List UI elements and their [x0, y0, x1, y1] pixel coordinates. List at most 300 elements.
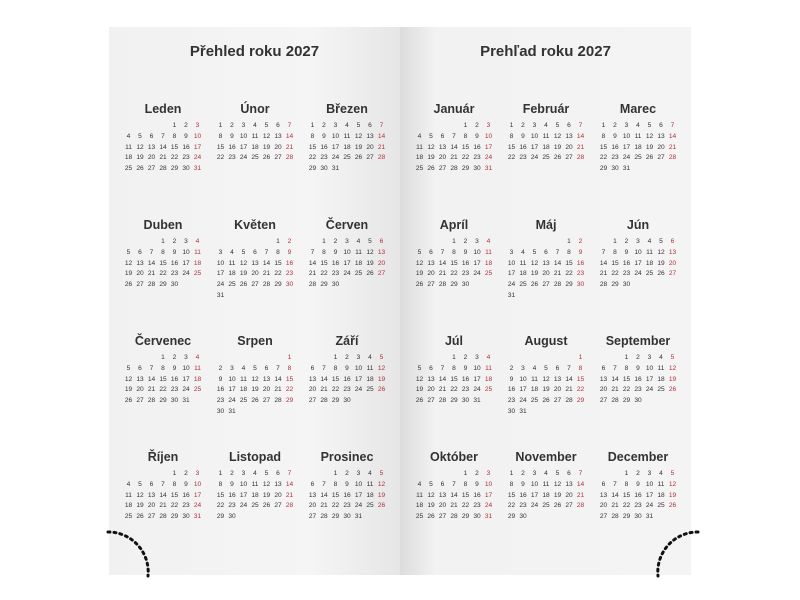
day-cell-sunday: 4 [486, 238, 491, 245]
day-grid [502, 121, 590, 164]
empty-cell [609, 353, 621, 364]
day-grid [303, 469, 391, 523]
day-cell: 26 [366, 270, 374, 278]
day-cell: 2 [624, 238, 629, 245]
day-cell: 5 [555, 122, 560, 129]
day-cell: 21 [450, 154, 458, 162]
day-cell: 5 [647, 122, 652, 129]
day-cell-sunday: 10 [484, 132, 493, 140]
day-cell: 16 [182, 143, 190, 151]
day-cell: 15 [565, 259, 573, 267]
day-cell: 3 [475, 238, 479, 245]
day-cell-sunday: 17 [193, 143, 202, 151]
day-cell: 2 [333, 238, 338, 245]
day-cell: 22 [507, 154, 516, 162]
day-cell: 31 [182, 397, 190, 405]
day-cell: 3 [356, 354, 361, 361]
day-cell: 23 [228, 502, 236, 510]
month-name: Červenec [134, 334, 192, 348]
day-cell: 16 [170, 375, 179, 383]
day-cell: 2 [636, 354, 640, 361]
day-cell: 24 [182, 386, 190, 394]
day-cell: 28 [274, 397, 282, 405]
day-cell: 15 [461, 143, 470, 151]
day-cell: 18 [634, 143, 642, 151]
day-cell: 20 [438, 502, 447, 510]
day-cell: 3 [184, 354, 188, 361]
empty-cell [529, 353, 541, 364]
empty-cell [414, 121, 426, 132]
day-cell: 16 [461, 375, 470, 383]
day-cell: 26 [136, 513, 144, 521]
day-cell: 9 [636, 364, 640, 372]
day-cell: 15 [450, 375, 458, 383]
day-cell: 8 [218, 132, 223, 140]
day-cell: 2 [521, 470, 525, 477]
day-cell: 30 [473, 513, 481, 521]
day-cell: 11 [634, 132, 642, 140]
day-cell: 25 [366, 502, 374, 510]
day-cell-sunday: 24 [193, 502, 202, 510]
day-cell: 28 [599, 281, 608, 289]
day-cell: 5 [241, 248, 246, 256]
day-cell: 9 [172, 364, 177, 372]
day-cell: 15 [308, 143, 317, 151]
month-name: Máj [535, 218, 557, 232]
day-cell-sunday: 13 [377, 248, 386, 256]
day-cell: 19 [366, 259, 374, 267]
day-cell: 27 [274, 154, 282, 162]
day-cell: 3 [647, 470, 652, 477]
day-cell: 10 [343, 248, 351, 256]
month-name: Březen [326, 102, 368, 116]
day-cell: 23 [320, 154, 328, 162]
day-cell: 2 [475, 122, 479, 129]
day-cell: 4 [659, 470, 663, 477]
day-cell: 13 [147, 143, 156, 151]
day-cell: 15 [507, 491, 516, 499]
day-cell: 17 [343, 259, 351, 267]
day-cell: 12 [415, 375, 424, 383]
day-cell: 28 [320, 513, 328, 521]
day-cell: 1 [509, 470, 514, 477]
day-cell-sunday: 14 [285, 480, 294, 488]
day-cell: 9 [475, 132, 479, 140]
month-block [211, 99, 299, 164]
day-cell-sunday: 5 [670, 354, 675, 361]
day-cell: 4 [253, 122, 257, 129]
day-cell-sunday: 14 [668, 132, 677, 140]
day-cell: 6 [253, 248, 257, 256]
day-cell: 22 [331, 502, 340, 510]
day-cell: 7 [161, 480, 165, 488]
day-cell: 18 [251, 143, 259, 151]
day-cell: 9 [184, 132, 188, 140]
day-cell: 17 [182, 259, 190, 267]
day-cell-sunday: 4 [486, 354, 491, 361]
day-cell: 27 [251, 281, 259, 289]
day-cell: 5 [532, 248, 537, 256]
day-cell-sunday: 25 [193, 386, 202, 394]
day-cell: 14 [553, 259, 562, 267]
day-cell: 9 [509, 375, 514, 383]
day-cell: 3 [333, 122, 338, 129]
day-cell: 14 [274, 375, 282, 383]
month-block [410, 331, 498, 407]
day-cell: 24 [473, 386, 481, 394]
day-grid [119, 121, 207, 175]
month-name: Apríl [439, 218, 469, 232]
empty-cell [540, 353, 552, 364]
day-cell: 20 [553, 386, 562, 394]
day-cell: 13 [147, 491, 156, 499]
day-cell: 17 [331, 143, 340, 151]
day-cell: 1 [276, 238, 280, 245]
day-cell: 19 [124, 386, 133, 394]
month-name: Marec [619, 102, 657, 116]
day-cell: 5 [417, 364, 422, 372]
day-cell: 3 [356, 470, 361, 477]
day-cell-sunday: 28 [285, 154, 294, 162]
day-cell: 16 [228, 491, 236, 499]
day-cell: 2 [172, 238, 177, 245]
day-cell-sunday: 18 [193, 259, 202, 267]
month-block [410, 99, 498, 175]
day-cell: 28 [308, 281, 317, 289]
day-cell: 8 [322, 248, 326, 256]
day-cell: 23 [611, 154, 619, 162]
day-cell: 22 [461, 502, 470, 510]
day-cell-sunday: 2 [287, 238, 292, 245]
day-cell: 2 [475, 470, 479, 477]
day-cell-sunday: 2 [578, 238, 583, 245]
day-cell: 4 [253, 470, 257, 477]
day-cell: 25 [415, 513, 424, 521]
day-cell-sunday: 8 [578, 364, 583, 372]
day-cell: 17 [530, 491, 539, 499]
empty-cell [226, 353, 238, 364]
day-cell: 16 [216, 386, 225, 394]
day-cell: 18 [124, 502, 133, 510]
day-cell: 9 [172, 248, 177, 256]
day-cell: 28 [565, 397, 573, 405]
month-block [119, 447, 207, 523]
day-cell: 13 [274, 480, 282, 488]
month-name: Január [433, 102, 475, 116]
day-cell: 24 [645, 502, 654, 510]
day-cell: 4 [544, 470, 548, 477]
day-cell: 11 [416, 143, 423, 151]
day-cell: 16 [461, 259, 470, 267]
day-cell: 30 [461, 281, 470, 289]
empty-cell [437, 237, 449, 248]
day-cell: 5 [264, 122, 269, 129]
day-cell: 20 [427, 270, 435, 278]
day-cell-sunday: 7 [379, 122, 384, 129]
day-cell: 31 [645, 513, 654, 521]
day-grid [594, 121, 682, 175]
day-cell: 13 [308, 491, 317, 499]
empty-cell [157, 469, 169, 480]
day-cell: 1 [509, 122, 514, 129]
day-cell: 2 [636, 470, 640, 477]
day-cell: 22 [622, 502, 631, 510]
day-cell: 24 [507, 281, 516, 289]
day-cell: 11 [125, 143, 132, 151]
day-cell-sunday: 14 [285, 132, 294, 140]
day-cell: 29 [274, 281, 282, 289]
day-cell-sunday: 3 [195, 122, 200, 129]
planner-spread [109, 27, 691, 575]
day-cell: 21 [308, 270, 317, 278]
day-cell: 30 [320, 165, 328, 173]
month-block [502, 215, 590, 302]
empty-cell [414, 353, 426, 364]
day-cell: 6 [659, 122, 663, 129]
empty-cell [123, 237, 135, 248]
day-cell-sunday: 5 [379, 470, 384, 477]
day-cell: 14 [320, 375, 328, 383]
empty-cell [425, 121, 437, 132]
day-cell: 30 [622, 281, 631, 289]
page-title: Prehľad roku 2027 [480, 43, 611, 60]
day-cell: 8 [509, 132, 514, 140]
day-cell: 21 [553, 270, 562, 278]
empty-cell [261, 237, 273, 248]
day-cell: 14 [147, 259, 156, 267]
empty-cell [307, 353, 319, 364]
day-cell: 23 [507, 397, 516, 405]
day-cell-sunday: 18 [193, 375, 202, 383]
day-cell-sunday: 3 [486, 122, 491, 129]
day-cell: 4 [356, 238, 361, 245]
month-name: November [515, 450, 577, 464]
day-grid [303, 237, 391, 291]
day-cell: 1 [333, 470, 338, 477]
day-cell: 6 [567, 470, 571, 477]
day-cell: 27 [599, 397, 608, 405]
day-cell: 15 [320, 259, 328, 267]
day-cell: 16 [519, 143, 527, 151]
empty-cell [249, 237, 261, 248]
day-cell: 28 [553, 281, 562, 289]
day-cell: 25 [657, 386, 665, 394]
day-cell: 6 [310, 364, 315, 372]
day-cell: 15 [622, 375, 631, 383]
day-cell: 4 [647, 238, 652, 245]
day-cell: 14 [450, 143, 458, 151]
month-block [594, 99, 682, 175]
day-cell: 13 [251, 259, 259, 267]
day-cell: 16 [519, 491, 527, 499]
empty-cell [123, 121, 135, 132]
day-cell: 23 [170, 386, 179, 394]
month-name: Únor [240, 102, 270, 116]
day-cell: 2 [184, 122, 188, 129]
day-cell: 7 [149, 364, 154, 372]
day-cell: 16 [182, 491, 190, 499]
day-cell: 29 [216, 513, 225, 521]
empty-cell [563, 353, 575, 364]
day-cell: 24 [239, 154, 248, 162]
day-cell: 19 [553, 143, 562, 151]
day-cell-sunday: 19 [668, 375, 677, 383]
day-cell: 15 [170, 491, 179, 499]
day-cell: 2 [230, 122, 234, 129]
day-cell: 10 [507, 259, 516, 267]
day-cell: 23 [182, 154, 190, 162]
day-cell: 29 [159, 281, 167, 289]
day-cell: 19 [251, 386, 259, 394]
month-name: Jún [626, 218, 650, 232]
day-cell: 4 [544, 122, 548, 129]
day-cell: 3 [475, 354, 479, 361]
day-cell: 12 [366, 248, 374, 256]
day-cell: 25 [124, 165, 133, 173]
day-cell: 16 [507, 386, 516, 394]
day-cell: 12 [262, 480, 271, 488]
day-cell-sunday: 10 [193, 480, 202, 488]
day-cell: 28 [159, 513, 167, 521]
day-cell: 3 [532, 122, 537, 129]
day-cell: 17 [239, 491, 248, 499]
day-cell: 26 [427, 165, 435, 173]
day-cell: 2 [521, 122, 525, 129]
day-cell-sunday: 10 [193, 132, 202, 140]
day-cell: 29 [170, 513, 179, 521]
day-cell: 19 [239, 270, 248, 278]
day-cell: 23 [182, 502, 190, 510]
day-cell: 19 [427, 154, 435, 162]
day-cell: 21 [159, 154, 167, 162]
empty-cell [226, 237, 238, 248]
day-cell: 2 [230, 470, 234, 477]
day-cell: 9 [345, 480, 349, 488]
day-cell: 17 [228, 386, 236, 394]
day-cell: 19 [530, 270, 539, 278]
day-cell-sunday: 30 [576, 281, 585, 289]
empty-cell [552, 353, 564, 364]
day-grid [303, 353, 391, 407]
day-cell: 27 [366, 154, 374, 162]
day-cell: 19 [262, 491, 271, 499]
day-cell: 18 [251, 491, 259, 499]
day-cell: 28 [611, 397, 619, 405]
day-cell-sunday: 12 [668, 480, 677, 488]
day-cell-sunday: 15 [576, 375, 585, 383]
day-cell: 29 [450, 397, 458, 405]
day-cell: 24 [331, 154, 340, 162]
day-cell: 1 [463, 122, 468, 129]
day-cell: 21 [320, 386, 328, 394]
day-cell: 20 [147, 154, 156, 162]
day-cell: 8 [161, 364, 165, 372]
day-cell: 18 [366, 375, 374, 383]
day-cell: 25 [251, 154, 259, 162]
day-cell: 31 [507, 291, 516, 299]
empty-cell [249, 353, 261, 364]
day-cell: 17 [473, 375, 481, 383]
day-cell: 2 [218, 364, 223, 372]
day-cell: 10 [331, 132, 340, 140]
day-cell: 22 [611, 270, 619, 278]
day-cell: 31 [473, 397, 481, 405]
day-cell: 31 [216, 291, 225, 299]
day-cell: 27 [542, 281, 550, 289]
empty-cell [425, 237, 437, 248]
day-cell: 26 [530, 281, 539, 289]
day-cell: 17 [354, 491, 363, 499]
day-cell: 27 [147, 513, 156, 521]
day-cell: 1 [161, 238, 165, 245]
day-cell: 5 [429, 480, 433, 488]
day-cell: 18 [542, 491, 550, 499]
day-cell: 12 [239, 259, 248, 267]
day-cell: 25 [542, 502, 550, 510]
day-cell: 9 [463, 248, 468, 256]
day-cell-sunday: 31 [484, 165, 493, 173]
day-cell: 27 [274, 502, 282, 510]
day-cell: 6 [429, 364, 433, 372]
day-cell: 20 [274, 143, 282, 151]
day-cell: 13 [262, 375, 271, 383]
day-cell-sunday: 8 [287, 364, 292, 372]
day-cell: 4 [241, 364, 246, 372]
day-cell: 22 [308, 154, 317, 162]
day-cell: 30 [343, 513, 351, 521]
day-cell: 19 [415, 270, 424, 278]
day-cell: 7 [276, 364, 280, 372]
day-cell: 25 [228, 281, 236, 289]
day-cell-sunday: 4 [195, 354, 200, 361]
empty-cell [146, 121, 158, 132]
day-cell: 6 [149, 132, 154, 140]
day-cell: 17 [182, 375, 190, 383]
empty-cell [552, 237, 564, 248]
day-cell: 27 [553, 397, 562, 405]
day-cell: 17 [645, 491, 654, 499]
day-cell-sunday: 28 [668, 154, 677, 162]
day-cell: 3 [345, 238, 349, 245]
month-block [594, 215, 682, 291]
day-cell: 4 [417, 480, 422, 488]
day-cell: 4 [126, 132, 131, 140]
day-cell: 10 [622, 132, 631, 140]
day-cell: 23 [519, 154, 527, 162]
day-cell: 19 [354, 143, 363, 151]
day-cell: 18 [657, 375, 665, 383]
day-cell: 18 [657, 491, 665, 499]
day-cell: 20 [366, 143, 374, 151]
day-cell: 13 [553, 375, 562, 383]
month-name: Leden [144, 102, 182, 116]
day-cell: 10 [519, 375, 527, 383]
month-name: Február [522, 102, 570, 116]
day-cell: 15 [611, 259, 619, 267]
empty-cell [437, 469, 449, 480]
day-cell: 4 [659, 354, 663, 361]
day-cell-sunday: 24 [193, 154, 202, 162]
day-cell: 11 [646, 248, 653, 256]
day-cell: 13 [274, 132, 282, 140]
day-grid [410, 121, 498, 175]
day-cell: 12 [553, 132, 562, 140]
day-cell: 23 [473, 154, 481, 162]
day-cell: 24 [182, 270, 190, 278]
empty-cell [215, 237, 227, 248]
empty-cell [238, 353, 250, 364]
day-cell: 26 [542, 397, 550, 405]
